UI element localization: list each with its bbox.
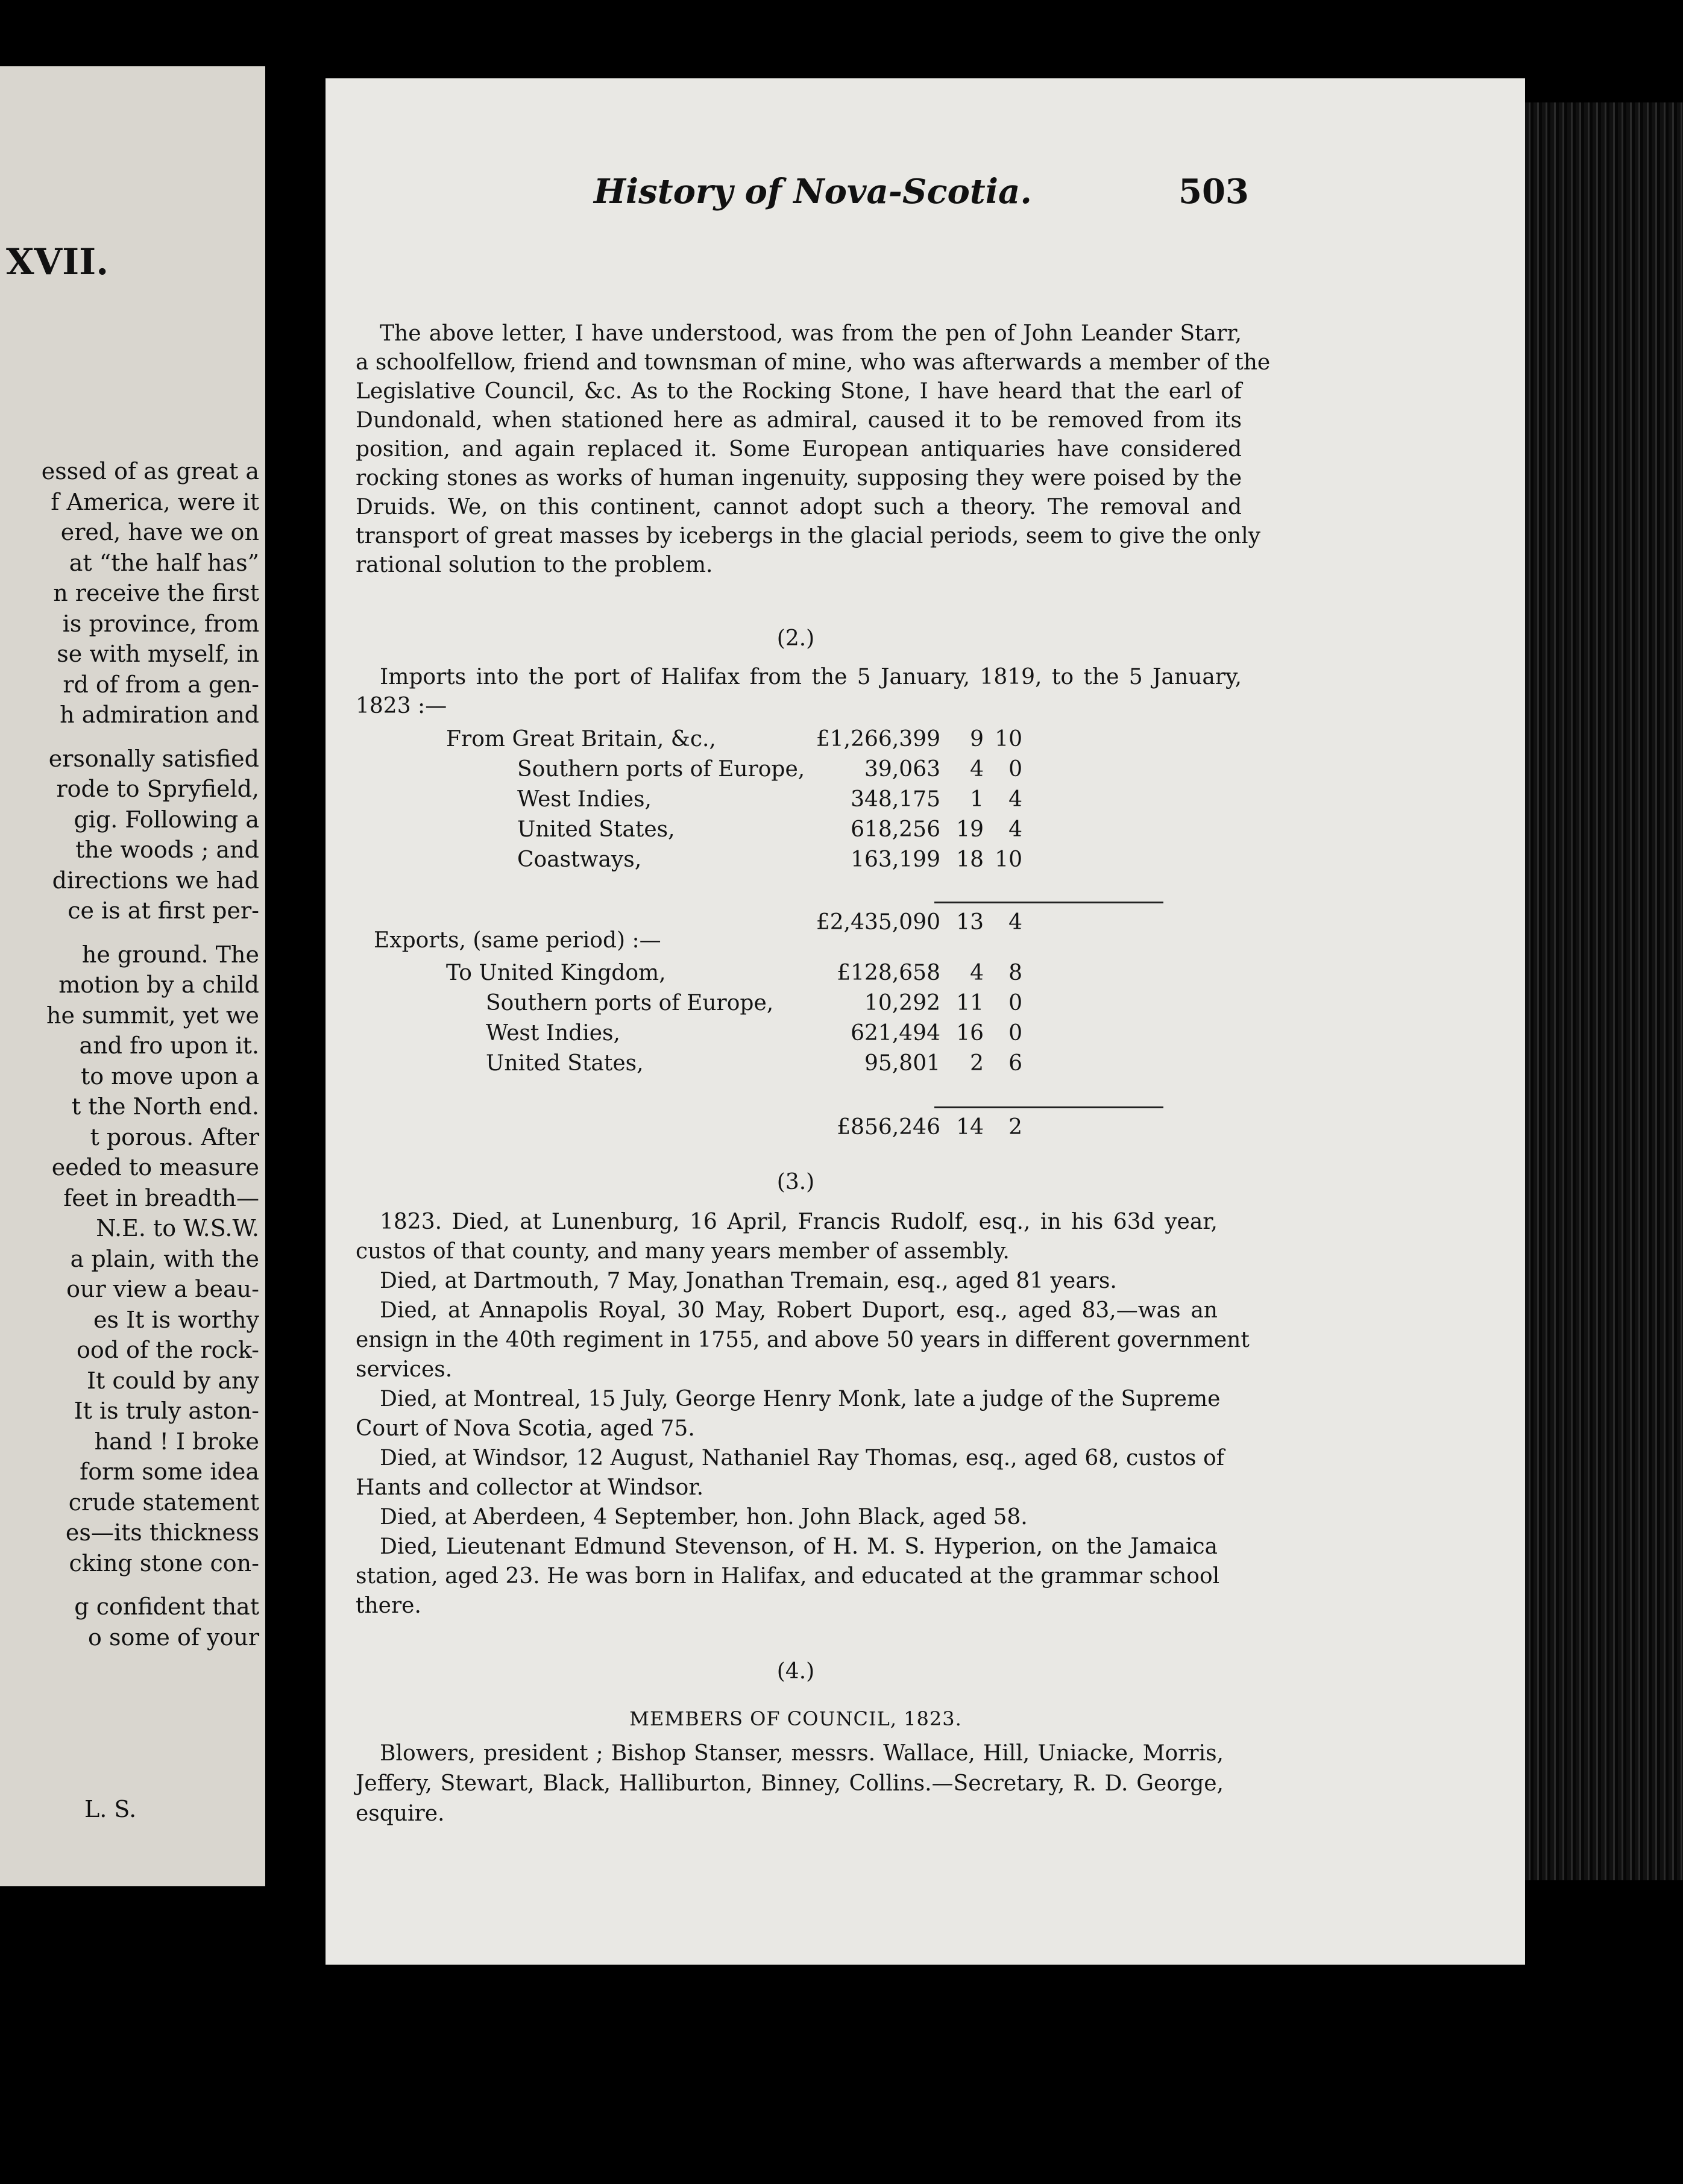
table-row-label: Coastways, bbox=[517, 847, 642, 872]
exports-heading: Exports, (same period) :— bbox=[374, 928, 661, 953]
table-row-pounds: 39,063 bbox=[864, 757, 940, 782]
intro-line: 1823 :— bbox=[356, 694, 447, 718]
table-row-pence: 4 bbox=[1008, 817, 1022, 842]
left-text-line: rode to Spryfield, bbox=[56, 776, 259, 802]
left-text-line: essed of as great a bbox=[41, 458, 259, 485]
table-row-pounds: 95,801 bbox=[864, 1051, 940, 1076]
page-number: 503 bbox=[1178, 172, 1249, 212]
table-row-shillings: 1 bbox=[970, 787, 984, 812]
left-text-line: N.E. to W.S.W. bbox=[96, 1215, 259, 1241]
table-row-pence: 4 bbox=[1008, 787, 1022, 812]
left-text-line: ersonally satisfied bbox=[48, 745, 259, 772]
table-row-pounds: 10,292 bbox=[864, 991, 940, 1015]
left-text-line: cking stone con- bbox=[69, 1549, 259, 1577]
left-text-line: g confident that bbox=[74, 1593, 259, 1620]
paragraph-line: Dundonald, when stationed here as admiral, caused it to be removed from its bbox=[356, 408, 1242, 433]
table-row-label: West Indies, bbox=[517, 787, 652, 812]
obituary-line: Died, at Aberdeen, 4 September, hon. John Black, aged 58. bbox=[380, 1505, 1028, 1530]
left-text-line: o some of your bbox=[88, 1624, 259, 1651]
left-text-line: a plain, with the bbox=[70, 1245, 259, 1272]
table-row-label: From Great Britain, &c., bbox=[446, 727, 716, 752]
obituary-line: Hants and collector at Windsor. bbox=[356, 1475, 704, 1500]
left-text-line: n receive the first bbox=[53, 580, 259, 606]
obituary-line: station, aged 23. He was born in Halifax, and educated at the grammar school bbox=[356, 1564, 1220, 1589]
council-title: MEMBERS OF COUNCIL, 1823. bbox=[629, 1707, 962, 1730]
left-text-line: motion by a child bbox=[58, 971, 259, 998]
intro-line: Imports into the port of Halifax from the 5 January, 1819, to the 5 January, bbox=[380, 665, 1242, 689]
table-row-shillings: 16 bbox=[956, 1021, 984, 1046]
paragraph-line: rational solution to the problem. bbox=[356, 553, 713, 577]
table-row-shillings: 18 bbox=[956, 847, 984, 872]
left-text-line: is province, from bbox=[62, 610, 259, 637]
left-text-line: form some idea bbox=[80, 1458, 259, 1485]
left-chapter-heading: XVII. bbox=[6, 241, 109, 283]
obituary-line: 1823. Died, at Lunenburg, 16 April, Francis Rudolf, esq., in his 63d year, bbox=[380, 1210, 1218, 1234]
table-row-pounds: 163,199 bbox=[851, 847, 940, 872]
obituary-line: Died, at Montreal, 15 July, George Henry Monk, late a judge of the Supreme bbox=[380, 1387, 1221, 1411]
obituary-line: there. bbox=[356, 1593, 421, 1618]
paragraph-line: The above letter, I have understood, was from the pen of John Leander Starr, bbox=[380, 321, 1242, 346]
table-row-shillings: 11 bbox=[956, 991, 984, 1015]
left-text-line: It is truly aston- bbox=[74, 1398, 259, 1424]
table-row-pounds: 621,494 bbox=[851, 1021, 940, 1046]
table-row-shillings: 19 bbox=[956, 817, 984, 842]
council-line: esquire. bbox=[356, 1801, 445, 1826]
left-text-line: ood of the rock- bbox=[76, 1337, 259, 1363]
section-3-heading: (3.) bbox=[776, 1170, 815, 1194]
left-text-line: at “the half has” bbox=[69, 549, 259, 576]
table-row-shillings: 4 bbox=[970, 961, 984, 985]
table-row-label: West Indies, bbox=[486, 1021, 620, 1046]
left-facing-page bbox=[0, 66, 265, 1886]
left-signature: L. S. bbox=[84, 1796, 137, 1822]
left-text-line: our view a beau- bbox=[66, 1276, 259, 1302]
left-text-line: to move upon a bbox=[80, 1062, 259, 1090]
total-rule bbox=[934, 1106, 1163, 1108]
obituary-line: Died, Lieutenant Edmund Stevenson, of H. M. S. Hyperion, on the Jamaica bbox=[380, 1534, 1218, 1559]
left-text-line: f America, were it bbox=[51, 488, 259, 515]
obituary-line: custos of that county, and many years member of assembly. bbox=[356, 1239, 1010, 1264]
left-text-line: directions we had bbox=[52, 867, 259, 894]
paragraph-line: rocking stones as works of human ingenuity, supposing they were poised by the bbox=[356, 466, 1242, 491]
book-page-edges bbox=[1525, 102, 1683, 1880]
obituary-line: Died, at Dartmouth, 7 May, Jonathan Tremain, esq., aged 81 years. bbox=[380, 1269, 1117, 1293]
table-row-shillings: 4 bbox=[970, 757, 984, 782]
left-text-line: se with myself, in bbox=[57, 641, 259, 667]
left-text-line: h admiration and bbox=[60, 701, 259, 728]
paragraph-line: transport of great masses by icebergs in the glacial periods, seem to give the only bbox=[356, 524, 1260, 548]
table-total-pence: 2 bbox=[1008, 1115, 1022, 1140]
table-row-label: United States, bbox=[517, 817, 675, 842]
council-line: Blowers, president ; Bishop Stanser, messrs. Wallace, Hill, Uniacke, Morris, bbox=[380, 1741, 1224, 1766]
left-text-line: he ground. The bbox=[81, 941, 259, 968]
table-row-pence: 0 bbox=[1008, 1021, 1022, 1046]
paragraph-line: a schoolfellow, friend and townsman of mine, who was afterwards a member of the bbox=[356, 350, 1271, 375]
table-row-pounds: £128,658 bbox=[837, 961, 940, 985]
running-title: History of Nova-Scotia. bbox=[594, 172, 1032, 212]
left-text-line: feet in breadth— bbox=[63, 1184, 259, 1211]
table-row-label: To United Kingdom, bbox=[446, 961, 666, 985]
section-2-heading: (2.) bbox=[776, 626, 815, 651]
paragraph-line: position, and again replaced it. Some European antiquaries have considered bbox=[356, 437, 1242, 462]
section-4-heading: (4.) bbox=[776, 1659, 815, 1684]
left-text-line: and fro upon it. bbox=[79, 1032, 259, 1059]
table-total-pence: 4 bbox=[1008, 910, 1022, 935]
table-total-pounds: £2,435,090 bbox=[816, 910, 940, 935]
obituary-line: ensign in the 40th regiment in 1755, and above 50 years in different government bbox=[356, 1328, 1250, 1352]
left-text-line: gig. Following a bbox=[74, 806, 259, 833]
table-row-shillings: 2 bbox=[970, 1051, 984, 1076]
table-row-shillings: 9 bbox=[970, 727, 984, 752]
left-text-line: crude statement bbox=[68, 1489, 259, 1516]
left-text-line: the woods ; and bbox=[75, 836, 259, 863]
left-text-line: hand ! I broke bbox=[94, 1428, 259, 1455]
left-text-line: t porous. After bbox=[90, 1123, 259, 1150]
table-row-pence: 10 bbox=[995, 727, 1022, 752]
table-row-label: Southern ports of Europe, bbox=[486, 991, 774, 1015]
left-text-line: It could by any bbox=[86, 1367, 259, 1394]
left-text-line: ered, have we on bbox=[60, 519, 259, 545]
obituary-line: Died, at Annapolis Royal, 30 May, Robert Duport, esq., aged 83,—was an bbox=[380, 1298, 1218, 1323]
left-text-line: es It is worthy bbox=[93, 1306, 259, 1333]
left-text-line: rd of from a gen- bbox=[63, 671, 259, 698]
table-row-pence: 6 bbox=[1008, 1051, 1022, 1076]
table-row-pounds: 348,175 bbox=[851, 787, 940, 812]
table-total-pounds: £856,246 bbox=[837, 1115, 940, 1140]
obituary-line: Court of Nova Scotia, aged 75. bbox=[356, 1416, 695, 1441]
left-text-line: ce is at first per- bbox=[68, 897, 259, 924]
obituary-line: Died, at Windsor, 12 August, Nathaniel Ray Thomas, esq., aged 68, custos of bbox=[380, 1446, 1224, 1470]
table-row-label: Southern ports of Europe, bbox=[517, 757, 805, 782]
table-row-pence: 0 bbox=[1008, 757, 1022, 782]
table-total-shillings: 14 bbox=[956, 1115, 984, 1140]
obituary-line: services. bbox=[356, 1357, 453, 1382]
table-total-shillings: 13 bbox=[956, 910, 984, 935]
paragraph-line: Legislative Council, &c. As to the Rocking Stone, I have heard that the earl of bbox=[356, 379, 1242, 404]
paragraph-line: Druids. We, on this continent, cannot adopt such a theory. The removal and bbox=[356, 495, 1242, 519]
left-text-line: eeded to measure bbox=[51, 1154, 259, 1181]
left-text-line: he summit, yet we bbox=[46, 1002, 259, 1029]
table-row-pounds: £1,266,399 bbox=[816, 727, 940, 752]
table-row-pence: 8 bbox=[1008, 961, 1022, 985]
table-row-pence: 0 bbox=[1008, 991, 1022, 1015]
left-text-line: es—its thickness bbox=[65, 1519, 259, 1546]
table-row-pounds: 618,256 bbox=[851, 817, 940, 842]
left-text-line: t the North end. bbox=[71, 1093, 259, 1120]
table-row-label: United States, bbox=[486, 1051, 644, 1076]
total-rule bbox=[934, 902, 1163, 903]
council-line: Jeffery, Stewart, Black, Halliburton, Binney, Collins.—Secretary, R. D. George, bbox=[356, 1771, 1224, 1796]
table-row-pence: 10 bbox=[995, 847, 1022, 872]
